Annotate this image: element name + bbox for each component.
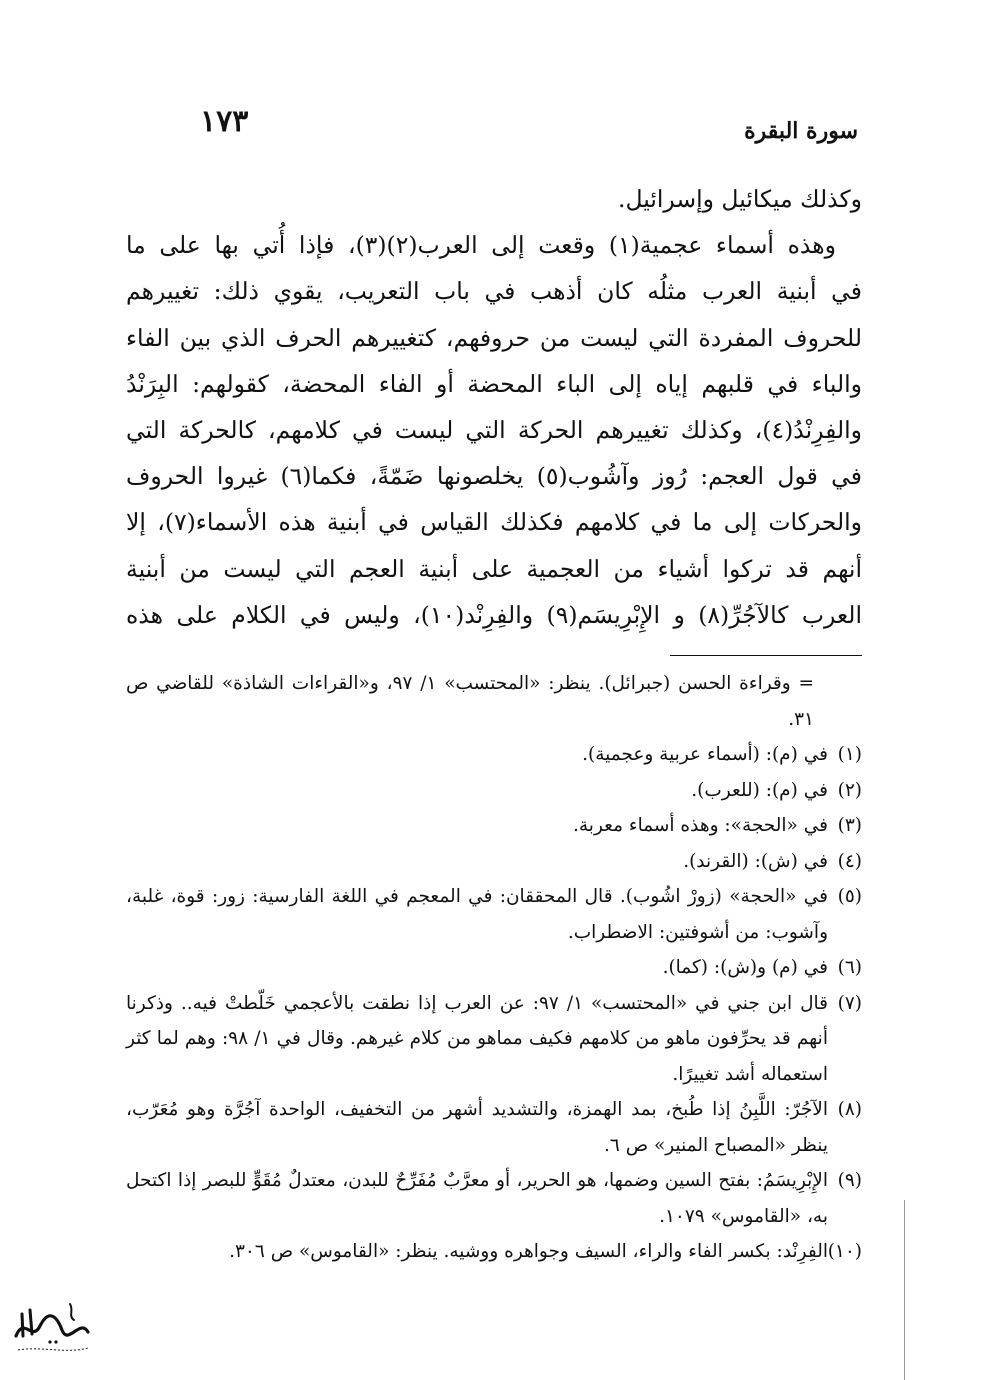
footnote-text: في (م): (للعرب). bbox=[691, 779, 828, 801]
surah-title: سورة البقرة bbox=[744, 118, 858, 144]
footnote bbox=[126, 1092, 862, 1163]
footnote-number: (١٠) bbox=[827, 1241, 862, 1262]
footnotes bbox=[126, 666, 862, 1270]
footnote bbox=[126, 666, 862, 737]
footnote bbox=[126, 1163, 862, 1234]
calligraphy-stamp-icon bbox=[10, 1296, 94, 1358]
margin-rule bbox=[904, 1200, 905, 1380]
footnote bbox=[126, 808, 862, 844]
footnote-text: الآجُرّ: اللَّبِنُ إذا طُبخ، بمد الهمزة، والتشديد أشهر من التخفيف، الواحدة آجُرَّة وهو مُعَرّب، ينظر «المصباح المنير» ص ٦. bbox=[126, 1099, 828, 1156]
footnote-text: في (م) و(ش): (كما). bbox=[662, 957, 828, 978]
text-line: وكذلك ميكائيل وإسرائيل. bbox=[618, 185, 862, 213]
footnote-text: = وقراءة الحسن (جبرائل). ينظر: «المحتسب» ١/ ٩٧، و«القراءات الشاذة» للقاضي ص ٣١. bbox=[126, 673, 814, 730]
footnote bbox=[126, 950, 862, 986]
footnote-text: في «الحجة»: وهذه أسماء معربة. bbox=[573, 815, 828, 836]
footnote-number: (٩) bbox=[837, 1170, 862, 1191]
page-number: ١٧٣ bbox=[200, 104, 249, 139]
text-line: للحروف المفردة التي ليست من حروفهم، كتغييرهم الحرف الذي بين الفاء bbox=[126, 323, 862, 352]
footnote-number: (٦) bbox=[837, 957, 862, 978]
footnote bbox=[126, 737, 862, 773]
footnote bbox=[126, 986, 862, 1093]
text-line: والفِرِنْدُ(٤)، وكذلك تغييرهم الحركة التي ليست في كلامهم، كالحركة التي bbox=[126, 416, 862, 445]
footnote-text: في (ش): (القرند). bbox=[683, 850, 828, 872]
main-text bbox=[126, 176, 862, 638]
text-line: في قول العجم: رُوز وآشُوب(٥) يخلصونها ضَمّةً، فكما(٦) غيروا الحروف bbox=[126, 462, 862, 491]
footnote-number: (١) bbox=[837, 744, 862, 765]
footnote-separator bbox=[670, 655, 862, 656]
text-line: وهذه أسماء عجمية(١) وقعت إلى العرب(٢)(٣)، فإذا أُتي بها على ما bbox=[126, 231, 836, 260]
footnote-text: في «الحجة» (زورْ اشُوب). قال المحققان: في المعجم في اللغة الفارسية: زور: قوة، غلبة، وآشوب: من أشوفتين: الاضطراب. bbox=[126, 886, 828, 943]
text-line: أنهم قد تركوا أشياء من العجمية على أبنية العجم التي ليست من أبنية bbox=[126, 554, 862, 583]
footnote-number: (٤) bbox=[837, 850, 862, 872]
footnote-number: (٧) bbox=[837, 992, 862, 1014]
text-line: العرب كالآجُرِّ(٨) و الإِبْرِيسَم(٩) والفِرِنْد(١٠)، وليس في الكلام على هذه bbox=[126, 600, 862, 629]
text-line: في أبنية العرب مثلُه كان أذهب في باب التعريب، يقوي ذلك: تغييرهم bbox=[126, 277, 862, 306]
footnote bbox=[126, 879, 862, 950]
footnote-number: (٢) bbox=[837, 779, 862, 801]
footnote bbox=[126, 773, 862, 809]
footnote-text: في (م): (أسماء عربية وعجمية). bbox=[582, 744, 828, 765]
footnote bbox=[126, 1234, 862, 1270]
footnote bbox=[126, 844, 862, 880]
footnote-text: قال ابن جني في «المحتسب» ١/ ٩٧: عن العرب إذا نطقت بالأعجمي خَلّطتْ فيه.. وذكرنا أنهم قد يحرِّفون ماهو من كلامهم فكيف مماهو من كلام غيرهم. وقال في ١/ ٩٨: وهم لما كثر استعماله أشد تغييرًا. bbox=[126, 992, 829, 1085]
footnote-number: (٨) bbox=[837, 1099, 862, 1120]
text-line: والحركات إلى ما في كلامهم فكذلك القياس في أبنية هذه الأسماء(٧)، إلا bbox=[126, 508, 862, 537]
footnote-number: (٣) bbox=[837, 815, 862, 836]
footnote-text: الفِرِنْد: بكسر الفاء والراء، السيف وجواهره ووشيه. ينظر: «القاموس» ص ٣٠٦. bbox=[229, 1241, 828, 1262]
footnote-text: الإِبْرِيسَمُ: بفتح السين وضمها، هو الحرير، أو معرَّبٌ مُفَرِّحٌ للبدن، معتدلٌ مُقَوٍّ للبصر إذا اكتحل به، «القاموس» ١٠٧٩. bbox=[126, 1170, 828, 1227]
calligraphy-stamp-logo bbox=[10, 1296, 94, 1358]
text-line: والباء في قلبهم إياه إلى الباء المحضة أو الفاء المحضة، كقولهم: البِرَنْدُ bbox=[126, 369, 862, 398]
footnote-number: (٥) bbox=[837, 886, 862, 907]
